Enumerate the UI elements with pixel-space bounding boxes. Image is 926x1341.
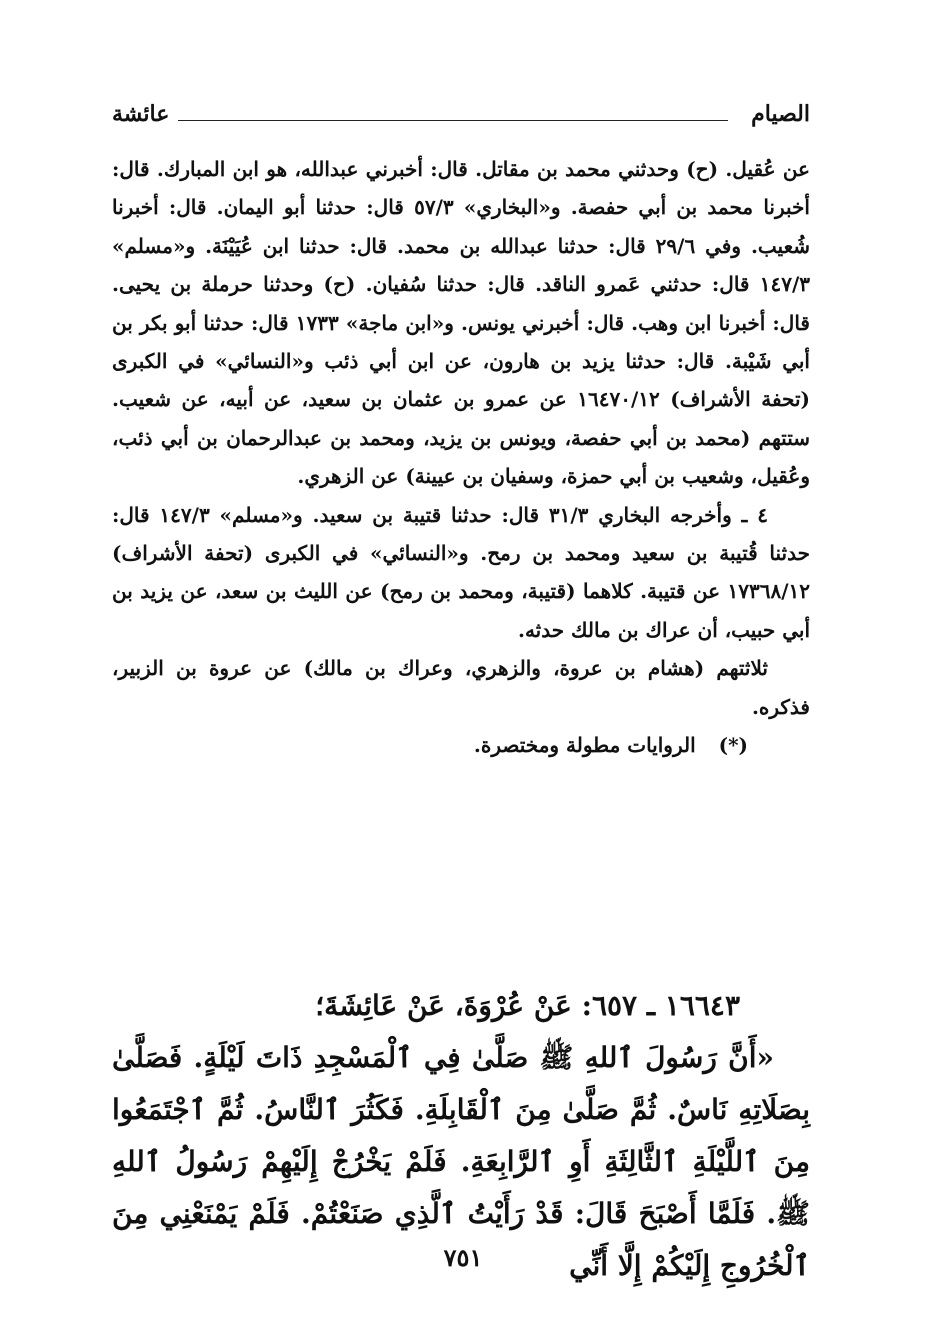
star-symbol: (*): [718, 733, 748, 758]
page-number: ٧٥١: [443, 1243, 483, 1272]
star-note-text: الروايات مطولة ومختصرة.: [473, 733, 696, 758]
hadith-text: «أَنَّ رَسُولَ ٱللهِ ﷺ صَلَّىٰ فِي ٱلْمَسْجِدِ ذَاتَ لَيْلَةٍ. فَصَلَّىٰ بِصَلَاتِهِ نَاسٌ. ثُمَّ صَلَّىٰ مِنَ ٱلْقَابِلَةِ. فَكَثُرَ ٱلنَّاسُ. ثُمَّ ٱجْتَمَعُوا مِنَ ٱللَّيْلَةِ ٱلثَّالِثَةِ أَوِ ٱلرَّابِعَةِ. فَلَمْ يَخْرُجْ إِلَيْهِمْ رَسُولُ ٱللهِ ﷺ. فَلَمَّا أَصْبَحَ قَالَ: قَدْ رَأَيْتُ ٱلَّذِي صَنَعْتُمْ. فَلَمْ يَمْنَعْنِي مِنَ ٱلْخُرُوجِ إِلَيْكُمْ إِلَّا أَنِّي: [112, 1041, 810, 1282]
footnotes-block: [112, 150, 810, 765]
hadith-heading: ١٦٦٤٣ ـ ٦٥٧: عَنْ عُرْوَةَ، عَنْ عَائِشَةَ؛: [315, 989, 740, 1022]
star-note: [112, 726, 810, 764]
narrator-name: عائشة: [112, 101, 170, 127]
footnote-paragraph: عن عُقيل. (ح) وحدثني محمد بن مقاتل. قال: أخبرني عبدالله، هو ابن المبارك. قال: أخبرنا محمد بن أبي حفصة. و«البخاري» ٥٧/٣ قال: حدثنا أبو اليمان. قال: أخبرنا شُعيب. وفي ٢٩/٦ قال: حدثنا عبدالله بن محمد. قال: حدثنا ابن عُيَيْنَة. و«مسلم» ١٤٧/٣ قال: حدثني عَمرو الناقد. قال: حدثنا سُفيان. (ح) وحدثنا حرملة بن يحيى. قال: أخبرنا ابن وهب. قال: أخبرني يونس. و«ابن ماجة» ١٧٣٣ قال: حدثنا أبو بكر بن أبي شَيْبة. قال: حدثنا يزيد بن هارون، عن ابن أبي ذئب و«النسائي» في الكبرى (تحفة الأشراف) ١٦٤٧٠/١٢ عن عمرو بن عثمان بن سعيد، عن أبيه، عن شعيب. ستتهم (محمد بن أبي حفصة، ويونس بن يزيد، ومحمد بن عبدالرحمان بن أبي ذئب، وعُقيل، وشعيب بن أبي حمزة، وسفيان بن عيينة) عن الزهري.: [112, 157, 810, 489]
header-rule: [178, 120, 728, 121]
running-head: [112, 98, 810, 130]
footnote-paragraph: ٤ ـ وأخرجه البخاري ٣١/٣ قال: حدثنا قتيبة بن سعيد. و«مسلم» ١٤٧/٣ قال: حدثنا قُتيبة بن سعيد ومحمد بن رمح. و«النسائي» في الكبرى (تحفة الأشراف) ١٧٣٦٨/١٢ عن قتيبة. كلاهما (قتيبة، ومحمد بن رمح) عن الليث بن سعد، عن يزيد بن أبي حبيب، أن عراك بن مالك حدثه.: [112, 502, 810, 642]
chapter-title: الصيام: [751, 101, 810, 127]
footnote-paragraph: ثلاثتهم (هشام بن عروة، والزهري، وعراك بن مالك) عن عروة بن الزبير، فذكره.: [112, 656, 810, 719]
